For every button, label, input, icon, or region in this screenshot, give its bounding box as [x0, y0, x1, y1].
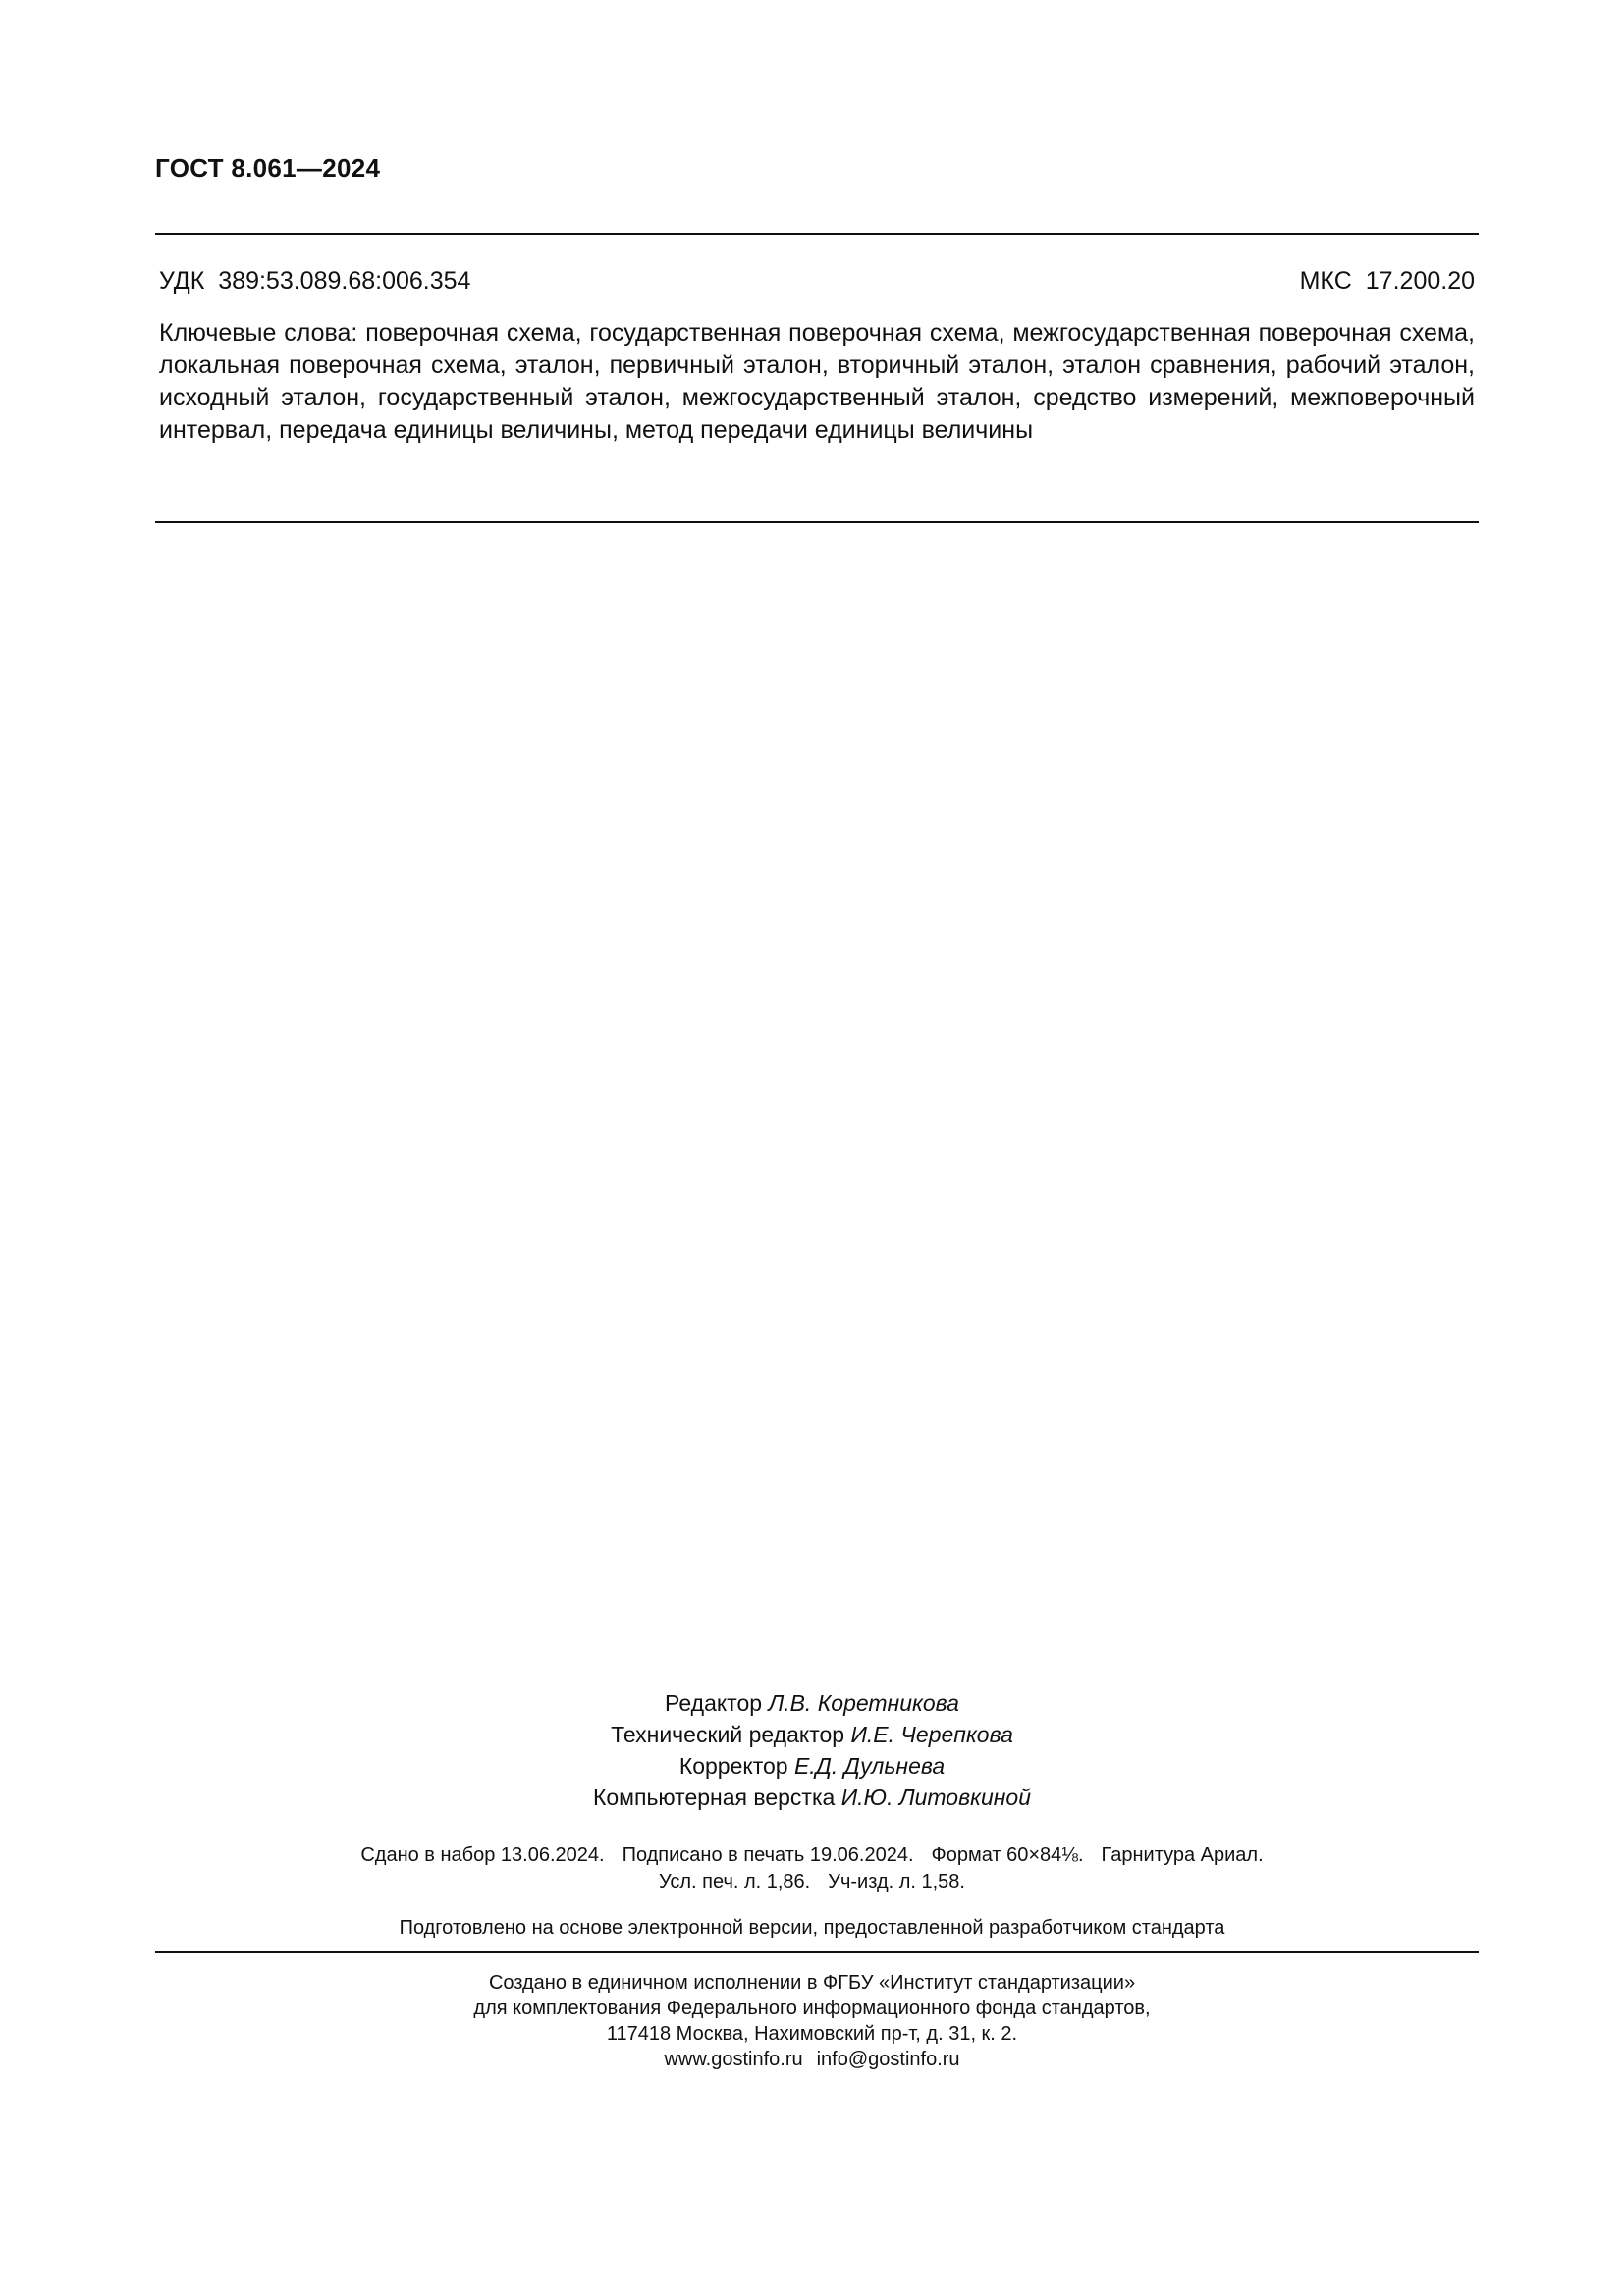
- mks-label: МКС: [1299, 267, 1352, 294]
- print-info-block: [0, 1842, 1624, 1896]
- signed-date: Подписано в печать 19.06.2024.: [622, 1844, 914, 1866]
- publisher-line: для комплектования Федерального информационного фонда стандартов,: [473, 1998, 1151, 2019]
- credit-role: Компьютерная верстка: [592, 1785, 836, 1810]
- publisher-line: Создано в единичном исполнении в ФГБУ «Институт стандартизации»: [488, 1972, 1136, 1994]
- top-divider: [155, 233, 1479, 235]
- credit-role: Редактор: [665, 1690, 763, 1716]
- credit-person: Л.В. Коретникова: [768, 1690, 959, 1716]
- publisher-address: 117418 Москва, Нахимовский пр-т, д. 31, к. 2.: [606, 2023, 1018, 2045]
- mks-code: [1300, 267, 1475, 295]
- credit-proofreader: [0, 1750, 1624, 1782]
- credit-person: Е.Д. Дульнева: [793, 1753, 946, 1779]
- document-number: ГОСТ 8.061—2024: [155, 153, 381, 183]
- print-info-line-1: [0, 1842, 1624, 1869]
- publisher-contacts: [0, 2047, 1624, 2072]
- credit-editor: [0, 1687, 1624, 1719]
- credit-technical-editor: [0, 1719, 1624, 1750]
- prepared-note: Подготовлено на основе электронной версии, предоставленной разработчиком стандарта: [399, 1917, 1225, 1939]
- print-info-line-2: [0, 1869, 1624, 1896]
- classification-row: [159, 267, 1475, 295]
- keywords-paragraph: Ключевые слова: поверочная схема, государственная поверочная схема, межгосударственная поверочная схема, локальная поверочная схема, эталон, первичный эталон, вторичный эталон, эталон сравнения, рабочий эталон, исходный эталон, государственный эталон, межгосударственный эталон, средство измерений, межповерочный интервал, передача единицы величины, метод передачи единицы величины: [159, 319, 1475, 444]
- typeset-date: Сдано в набор 13.06.2024.: [360, 1844, 605, 1866]
- credit-role: Корректор: [678, 1753, 788, 1779]
- udk-label: УДК: [159, 267, 205, 294]
- typeface: Гарнитура Ариал.: [1101, 1844, 1264, 1866]
- mks-value: 17.200.20: [1365, 267, 1475, 294]
- credit-layout: [0, 1782, 1624, 1813]
- website-link[interactable]: www.gostinfo.ru: [664, 2049, 803, 2070]
- credit-person: И.Ю. Литовкиной: [840, 1785, 1031, 1810]
- credit-person: И.Е. Черепкова: [850, 1722, 1013, 1747]
- publisher-block: [0, 1970, 1624, 2072]
- printed-sheets: Усл. печ. л. 1,86.: [659, 1871, 811, 1893]
- credit-role: Технический редактор: [611, 1722, 845, 1747]
- credits-block: [0, 1687, 1624, 1813]
- bottom-divider: [155, 1951, 1479, 1953]
- edition-sheets: Уч-изд. л. 1,58.: [828, 1871, 965, 1893]
- email-link[interactable]: info@gostinfo.ru: [816, 2049, 960, 2070]
- udk-value: 389:53.089.68:006.354: [218, 267, 471, 294]
- middle-divider: [155, 521, 1479, 523]
- paper-format: Формат 60×84⅛.: [931, 1844, 1084, 1866]
- udk-code: [159, 267, 470, 295]
